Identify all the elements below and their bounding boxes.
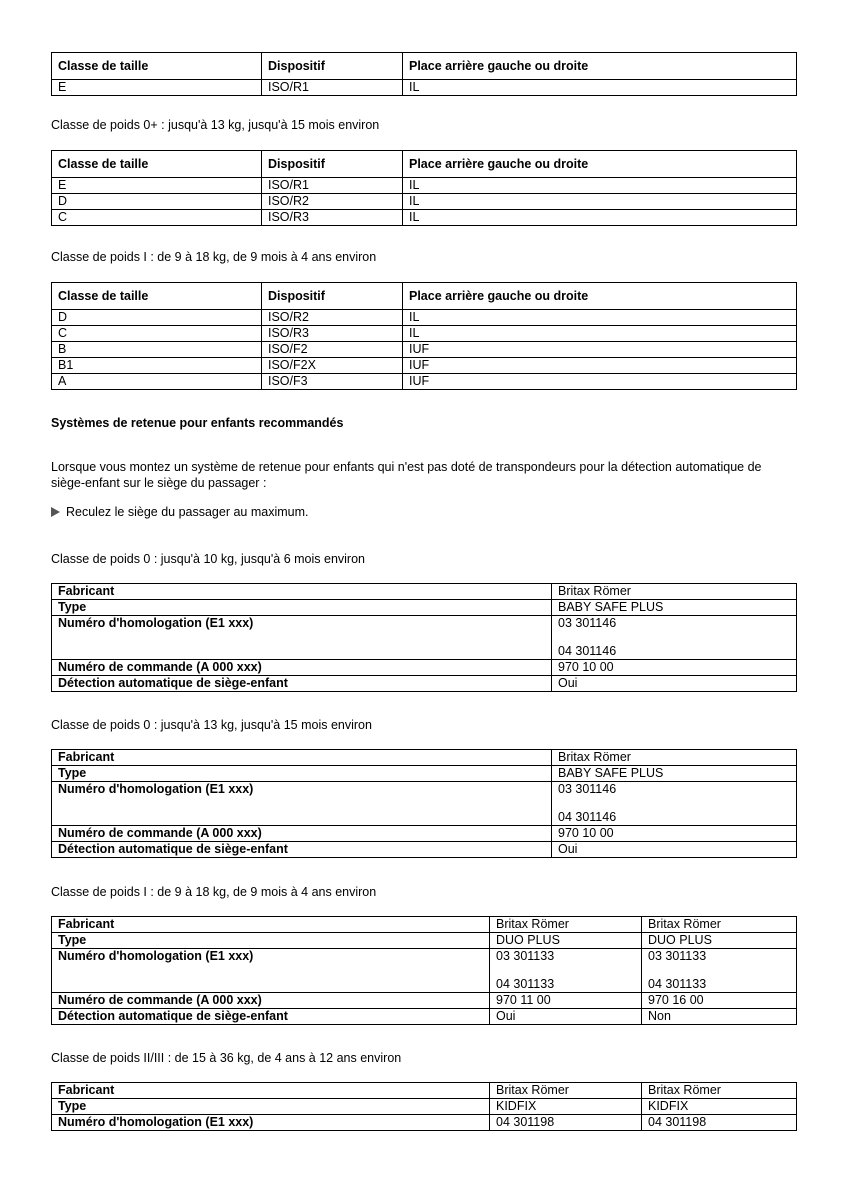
caption-weight-class-1: Classe de poids I : de 9 à 18 kg, de 9 mois à 4 ans environ	[51, 250, 377, 264]
value-manufacturer-a: Britax Römer	[490, 917, 642, 933]
value-detection-a: Oui	[490, 1009, 642, 1025]
header-device: Dispositif	[262, 151, 403, 178]
table-row	[52, 1115, 797, 1131]
value-manufacturer-b: Britax Römer	[642, 1083, 797, 1099]
value-type: BABY SAFE PLUS	[552, 600, 797, 616]
label-type: Type	[52, 766, 552, 782]
table-row	[52, 842, 797, 858]
table-row	[52, 310, 797, 326]
recommended-seat-table-1	[51, 583, 797, 692]
table-row	[52, 1099, 797, 1115]
table-row	[52, 178, 797, 194]
approval-number-2: 04 301133	[648, 977, 707, 991]
value-type-b: KIDFIX	[642, 1099, 797, 1115]
cell-size-class: D	[52, 310, 262, 326]
header-size-class: Classe de taille	[52, 151, 262, 178]
cell-rear-seat: IUF	[403, 342, 797, 358]
label-detection: Détection automatique de siège-enfant	[52, 676, 552, 692]
value-detection-b: Non	[642, 1009, 797, 1025]
label-manufacturer: Fabricant	[52, 917, 490, 933]
section-heading: Systèmes de retenue pour enfants recommandés	[51, 416, 344, 430]
approval-number-1: 03 301146	[558, 616, 617, 630]
cell-size-class: C	[52, 326, 262, 342]
value-approval	[552, 782, 797, 826]
table-row	[52, 600, 797, 616]
table-row	[52, 80, 797, 96]
size-class-table-2	[51, 150, 797, 226]
approval-number-1: 03 301133	[648, 949, 707, 963]
table-row	[52, 766, 797, 782]
table-row	[52, 782, 797, 826]
cell-device: ISO/R3	[262, 210, 403, 226]
caption-rec-weight-class-1: Classe de poids I : de 9 à 18 kg, de 9 mois à 4 ans environ	[51, 885, 377, 899]
value-type-b: DUO PLUS	[642, 933, 797, 949]
caption-rec-weight-class-0-a: Classe de poids 0 : jusqu'à 10 kg, jusqu'à 6 mois environ	[51, 552, 365, 566]
label-order: Numéro de commande (A 000 xxx)	[52, 826, 552, 842]
approval-number-2: 04 301146	[558, 810, 617, 824]
cell-size-class: B1	[52, 358, 262, 374]
label-type: Type	[52, 1099, 490, 1115]
caption-weight-class-0plus: Classe de poids 0+ : jusqu'à 13 kg, jusqu'à 15 mois environ	[51, 118, 380, 132]
size-class-table-1	[51, 52, 797, 96]
label-approval: Numéro d'homologation (E1 xxx)	[52, 616, 552, 660]
cell-device: ISO/F2X	[262, 358, 403, 374]
table-row	[52, 917, 797, 933]
value-type: BABY SAFE PLUS	[552, 766, 797, 782]
value-type-a: KIDFIX	[490, 1099, 642, 1115]
recommended-seat-table-3	[51, 916, 797, 1025]
caption-rec-weight-class-0-b: Classe de poids 0 : jusqu'à 13 kg, jusqu'à 15 mois environ	[51, 718, 372, 732]
cell-device: ISO/R2	[262, 310, 403, 326]
table-row	[52, 660, 797, 676]
table-row	[52, 584, 797, 600]
size-class-table-3	[51, 282, 797, 390]
value-order: 970 10 00	[552, 660, 797, 676]
table-row	[52, 993, 797, 1009]
cell-size-class: E	[52, 80, 262, 96]
cell-size-class: D	[52, 194, 262, 210]
label-manufacturer: Fabricant	[52, 584, 552, 600]
label-approval: Numéro d'homologation (E1 xxx)	[52, 782, 552, 826]
header-size-class: Classe de taille	[52, 53, 262, 80]
table-row	[52, 358, 797, 374]
cell-rear-seat: IL	[403, 310, 797, 326]
header-rear-seat: Place arrière gauche ou droite	[403, 151, 797, 178]
approval-number-1: 03 301133	[496, 949, 555, 963]
caption-rec-weight-class-2-3: Classe de poids II/III : de 15 à 36 kg, de 4 ans à 12 ans environ	[51, 1051, 402, 1065]
cell-device: ISO/F3	[262, 374, 403, 390]
recommended-seat-table-2	[51, 749, 797, 858]
recommended-seat-table-4	[51, 1082, 797, 1131]
cell-size-class: A	[52, 374, 262, 390]
label-order: Numéro de commande (A 000 xxx)	[52, 660, 552, 676]
header-device: Dispositif	[262, 53, 403, 80]
table-row	[52, 210, 797, 226]
value-approval-b: 04 301198	[642, 1115, 797, 1131]
cell-rear-seat: IUF	[403, 358, 797, 374]
bullet-text: Reculez le siège du passager au maximum.	[66, 505, 309, 519]
cell-rear-seat: IL	[403, 194, 797, 210]
label-approval: Numéro d'homologation (E1 xxx)	[52, 1115, 490, 1131]
value-detection: Oui	[552, 842, 797, 858]
header-rear-seat: Place arrière gauche ou droite	[403, 53, 797, 80]
table-row	[52, 949, 797, 993]
cell-device: ISO/R1	[262, 80, 403, 96]
table-row	[52, 933, 797, 949]
cell-device: ISO/R3	[262, 326, 403, 342]
table-row	[52, 1009, 797, 1025]
bullet-item	[51, 505, 308, 519]
value-manufacturer: Britax Römer	[552, 584, 797, 600]
intro-paragraph: Lorsque vous montez un système de retenue pour enfants qui n'est pas doté de transpondeurs pour la détection automatique de siège-enfant sur le siège du passager :	[51, 460, 762, 490]
label-order: Numéro de commande (A 000 xxx)	[52, 993, 490, 1009]
table-row	[52, 676, 797, 692]
table-row	[52, 616, 797, 660]
table-row	[52, 374, 797, 390]
value-approval-b	[642, 949, 797, 993]
table-row	[52, 194, 797, 210]
header-rear-seat: Place arrière gauche ou droite	[403, 283, 797, 310]
approval-number-2: 04 301133	[496, 977, 555, 991]
cell-rear-seat: IL	[403, 80, 797, 96]
value-manufacturer-b: Britax Römer	[642, 917, 797, 933]
value-type-a: DUO PLUS	[490, 933, 642, 949]
cell-rear-seat: IUF	[403, 374, 797, 390]
table-row	[52, 826, 797, 842]
value-order-b: 970 16 00	[642, 993, 797, 1009]
label-approval: Numéro d'homologation (E1 xxx)	[52, 949, 490, 993]
table-row	[52, 342, 797, 358]
cell-device: ISO/R2	[262, 194, 403, 210]
label-detection: Détection automatique de siège-enfant	[52, 842, 552, 858]
label-type: Type	[52, 933, 490, 949]
cell-device: ISO/R1	[262, 178, 403, 194]
table-row	[52, 326, 797, 342]
value-manufacturer-a: Britax Römer	[490, 1083, 642, 1099]
cell-device: ISO/F2	[262, 342, 403, 358]
approval-number-1: 03 301146	[558, 782, 617, 796]
cell-size-class: C	[52, 210, 262, 226]
label-type: Type	[52, 600, 552, 616]
triangle-bullet-icon	[51, 507, 60, 517]
value-approval-a: 04 301198	[490, 1115, 642, 1131]
header-device: Dispositif	[262, 283, 403, 310]
value-detection: Oui	[552, 676, 797, 692]
label-manufacturer: Fabricant	[52, 750, 552, 766]
label-detection: Détection automatique de siège-enfant	[52, 1009, 490, 1025]
cell-size-class: E	[52, 178, 262, 194]
value-approval-a	[490, 949, 642, 993]
value-manufacturer: Britax Römer	[552, 750, 797, 766]
label-manufacturer: Fabricant	[52, 1083, 490, 1099]
approval-number-2: 04 301146	[558, 644, 617, 658]
value-approval	[552, 616, 797, 660]
table-row	[52, 750, 797, 766]
value-order: 970 10 00	[552, 826, 797, 842]
cell-rear-seat: IL	[403, 178, 797, 194]
header-size-class: Classe de taille	[52, 283, 262, 310]
cell-size-class: B	[52, 342, 262, 358]
cell-rear-seat: IL	[403, 210, 797, 226]
table-row	[52, 1083, 797, 1099]
value-order-a: 970 11 00	[490, 993, 642, 1009]
cell-rear-seat: IL	[403, 326, 797, 342]
